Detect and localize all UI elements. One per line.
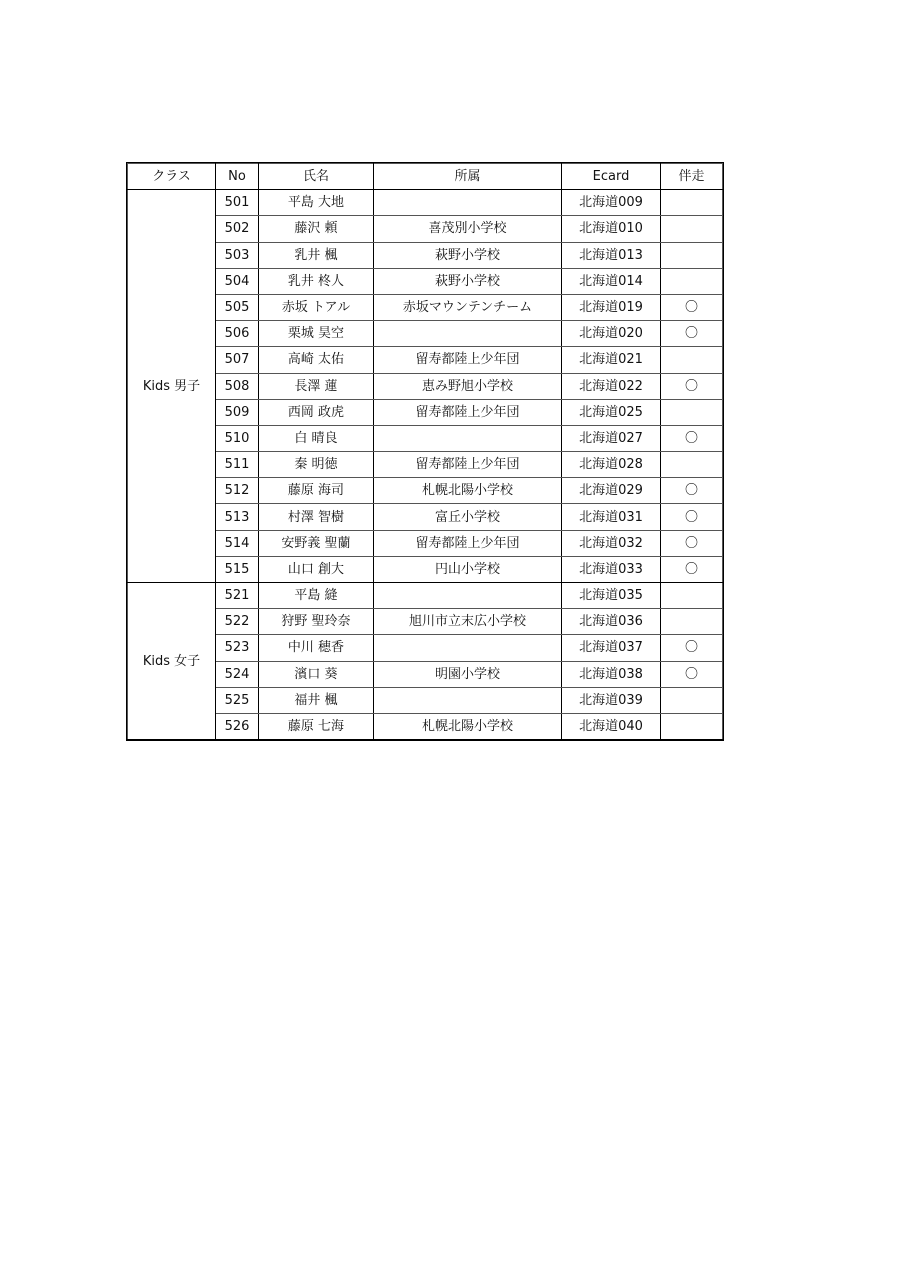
number-cell: 504 — [216, 268, 259, 294]
name-cell: 西岡 政虎 — [259, 399, 374, 425]
header-row — [128, 164, 723, 190]
table-row — [128, 373, 723, 399]
ecard-cell: 北海道039 — [562, 687, 661, 713]
ecard-cell: 北海道013 — [562, 242, 661, 268]
affiliation-cell — [374, 321, 562, 347]
number-cell: 523 — [216, 635, 259, 661]
affiliation-cell — [374, 583, 562, 609]
table-row — [128, 399, 723, 425]
name-cell: 秦 明徳 — [259, 452, 374, 478]
name-cell: 安野義 聖蘭 — [259, 530, 374, 556]
table-row — [128, 190, 723, 216]
affiliation-cell — [374, 425, 562, 451]
number-cell: 514 — [216, 530, 259, 556]
escort-cell — [661, 713, 723, 739]
name-cell: 栗城 昊空 — [259, 321, 374, 347]
affiliation-cell: 赤坂マウンテンチーム — [374, 294, 562, 320]
affiliation-cell: 恵み野旭小学校 — [374, 373, 562, 399]
name-cell: 乳井 楓 — [259, 242, 374, 268]
table-row — [128, 661, 723, 687]
ecard-cell: 北海道031 — [562, 504, 661, 530]
name-cell: 赤坂 トアル — [259, 294, 374, 320]
number-cell: 512 — [216, 478, 259, 504]
escort-cell: 〇 — [661, 504, 723, 530]
ecard-cell: 北海道010 — [562, 216, 661, 242]
affiliation-cell: 富丘小学校 — [374, 504, 562, 530]
name-cell: 福井 楓 — [259, 687, 374, 713]
ecard-cell: 北海道038 — [562, 661, 661, 687]
header-ecard: Ecard — [562, 164, 661, 190]
ecard-cell: 北海道021 — [562, 347, 661, 373]
escort-cell: 〇 — [661, 661, 723, 687]
ecard-cell: 北海道037 — [562, 635, 661, 661]
escort-cell: 〇 — [661, 635, 723, 661]
class-cell: Kids 男子 — [128, 190, 216, 583]
table-row — [128, 347, 723, 373]
table-row — [128, 687, 723, 713]
name-cell: 平島 縫 — [259, 583, 374, 609]
header-escort: 伴走 — [661, 164, 723, 190]
number-cell: 503 — [216, 242, 259, 268]
table-row — [128, 321, 723, 347]
affiliation-cell: 旭川市立末広小学校 — [374, 609, 562, 635]
number-cell: 505 — [216, 294, 259, 320]
affiliation-cell — [374, 687, 562, 713]
table-row — [128, 635, 723, 661]
header-name: 氏名 — [259, 164, 374, 190]
escort-cell — [661, 190, 723, 216]
ecard-cell: 北海道032 — [562, 530, 661, 556]
escort-cell: 〇 — [661, 294, 723, 320]
ecard-cell: 北海道019 — [562, 294, 661, 320]
escort-cell — [661, 399, 723, 425]
number-cell: 502 — [216, 216, 259, 242]
table-row — [128, 478, 723, 504]
name-cell: 高崎 太佑 — [259, 347, 374, 373]
affiliation-cell: 明園小学校 — [374, 661, 562, 687]
name-cell: 白 晴良 — [259, 425, 374, 451]
ecard-cell: 北海道028 — [562, 452, 661, 478]
escort-cell — [661, 687, 723, 713]
escort-cell: 〇 — [661, 556, 723, 582]
table-row — [128, 713, 723, 739]
affiliation-cell: 留寿都陸上少年団 — [374, 347, 562, 373]
escort-cell: 〇 — [661, 530, 723, 556]
table-row — [128, 583, 723, 609]
affiliation-cell: 留寿都陸上少年団 — [374, 399, 562, 425]
number-cell: 515 — [216, 556, 259, 582]
ecard-cell: 北海道014 — [562, 268, 661, 294]
escort-cell — [661, 583, 723, 609]
escort-cell: 〇 — [661, 373, 723, 399]
escort-cell — [661, 268, 723, 294]
affiliation-cell — [374, 190, 562, 216]
affiliation-cell: 札幌北陽小学校 — [374, 478, 562, 504]
ecard-cell: 北海道022 — [562, 373, 661, 399]
number-cell: 522 — [216, 609, 259, 635]
ecard-cell: 北海道036 — [562, 609, 661, 635]
number-cell: 511 — [216, 452, 259, 478]
table-row — [128, 242, 723, 268]
ecard-cell: 北海道025 — [562, 399, 661, 425]
number-cell: 510 — [216, 425, 259, 451]
number-cell: 525 — [216, 687, 259, 713]
ecard-cell: 北海道020 — [562, 321, 661, 347]
affiliation-cell: 喜茂別小学校 — [374, 216, 562, 242]
escort-cell — [661, 452, 723, 478]
table-row — [128, 425, 723, 451]
affiliation-cell: 円山小学校 — [374, 556, 562, 582]
ecard-cell: 北海道033 — [562, 556, 661, 582]
number-cell: 506 — [216, 321, 259, 347]
number-cell: 521 — [216, 583, 259, 609]
name-cell: 長澤 蓮 — [259, 373, 374, 399]
affiliation-cell: 留寿都陸上少年団 — [374, 530, 562, 556]
affiliation-cell: 萩野小学校 — [374, 268, 562, 294]
number-cell: 509 — [216, 399, 259, 425]
name-cell: 乳井 柊人 — [259, 268, 374, 294]
number-cell: 526 — [216, 713, 259, 739]
ecard-cell: 北海道029 — [562, 478, 661, 504]
table-row — [128, 452, 723, 478]
escort-cell — [661, 609, 723, 635]
ecard-cell: 北海道027 — [562, 425, 661, 451]
name-cell: 山口 創大 — [259, 556, 374, 582]
number-cell: 508 — [216, 373, 259, 399]
name-cell: 平島 大地 — [259, 190, 374, 216]
number-cell: 513 — [216, 504, 259, 530]
ecard-cell: 北海道009 — [562, 190, 661, 216]
header-class: クラス — [128, 164, 216, 190]
escort-cell — [661, 216, 723, 242]
table-row — [128, 216, 723, 242]
table-row — [128, 609, 723, 635]
ecard-cell: 北海道035 — [562, 583, 661, 609]
roster-table — [127, 163, 723, 740]
affiliation-cell — [374, 635, 562, 661]
name-cell: 中川 穂香 — [259, 635, 374, 661]
table-row — [128, 530, 723, 556]
table-row — [128, 268, 723, 294]
name-cell: 村澤 智樹 — [259, 504, 374, 530]
affiliation-cell: 札幌北陽小学校 — [374, 713, 562, 739]
name-cell: 藤原 海司 — [259, 478, 374, 504]
number-cell: 524 — [216, 661, 259, 687]
header-no: No — [216, 164, 259, 190]
table-row — [128, 556, 723, 582]
name-cell: 藤原 七海 — [259, 713, 374, 739]
header-affiliation: 所属 — [374, 164, 562, 190]
class-cell: Kids 女子 — [128, 583, 216, 740]
table-row — [128, 504, 723, 530]
name-cell: 狩野 聖玲奈 — [259, 609, 374, 635]
escort-cell: 〇 — [661, 478, 723, 504]
escort-cell: 〇 — [661, 321, 723, 347]
number-cell: 501 — [216, 190, 259, 216]
roster-body — [128, 190, 723, 740]
escort-cell — [661, 347, 723, 373]
name-cell: 藤沢 頼 — [259, 216, 374, 242]
affiliation-cell: 萩野小学校 — [374, 242, 562, 268]
number-cell: 507 — [216, 347, 259, 373]
table-row — [128, 294, 723, 320]
affiliation-cell: 留寿都陸上少年団 — [374, 452, 562, 478]
name-cell: 濱口 葵 — [259, 661, 374, 687]
escort-cell: 〇 — [661, 425, 723, 451]
ecard-cell: 北海道040 — [562, 713, 661, 739]
escort-cell — [661, 242, 723, 268]
